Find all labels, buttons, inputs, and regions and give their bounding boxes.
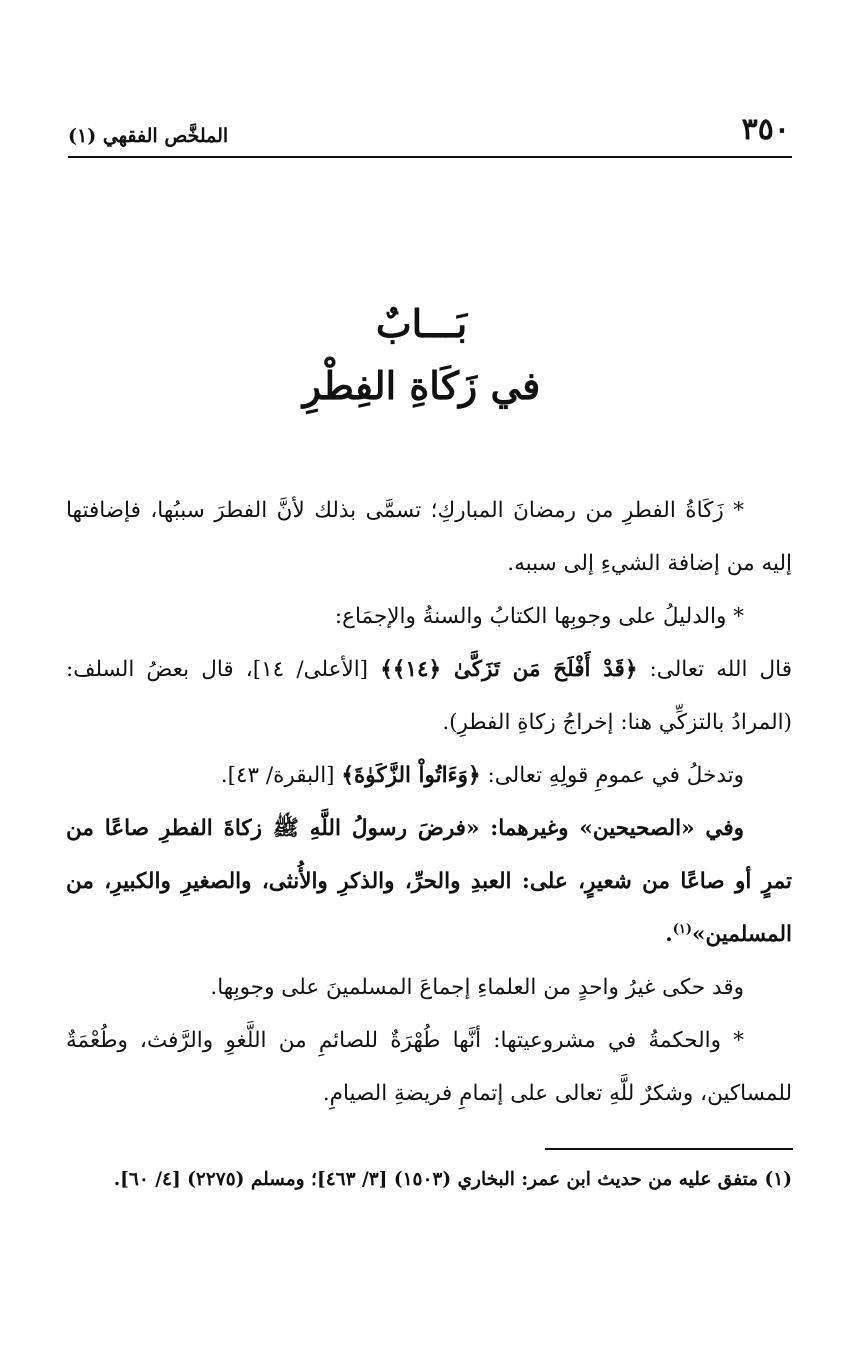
chapter-title: في زَكَاةِ الفِطْرِ <box>302 363 541 408</box>
footnote: (١) متفق عليه من حديث ابن عمر: البخاري (١٥٠٣) [٣/ ٤٦٣]؛ ومسلم (٢٢٧٥) [٤/ ٦٠]. <box>113 1169 792 1190</box>
footnote-divider <box>545 1148 793 1150</box>
body-text <box>66 484 792 1120</box>
citation-intro: قال الله تعالى: <box>637 657 792 682</box>
paragraph-evidence-intro: * والدليلُ على وجوبِها الكتابُ والسنةُ والإجمَاع: <box>334 604 744 629</box>
paragraph-quran-citation <box>66 643 792 749</box>
hadith-end: . <box>665 922 673 947</box>
page-header <box>68 112 792 158</box>
footnote-marker[interactable]: (١) <box>672 921 693 937</box>
paragraph-wisdom: * والحكمةُ في مشروعيتها: أنَّها طُهْرَةٌ للصائمِ من اللَّغوِ والرَّفث، وطُعْمَةٌ للمساكين، وشكرٌ للَّهِ تعالى على إتمامِ فريضةِ الصيامِ. <box>66 1028 792 1106</box>
paragraph-definition: * زَكَاةُ الفطرِ من رمضانَ المباركِ؛ تسمَّى بذلك لأنَّ الفطرَ سببُها، فإضافتها إليه من إضافة الشيءِ إلى سببه. <box>66 498 792 576</box>
verse-intro: وتدخلُ في عمومِ قولِهِ تعالى: <box>480 763 744 788</box>
quran-verse-baqara: ﴿وَءَاتُواْ الزَّكَوٰةَ﴾ <box>341 763 481 788</box>
page-number: ٣٥٠ <box>741 112 790 147</box>
quran-verse-alaa: ﴿قَدْ أَفْلَحَ مَن تَزَكَّىٰ ﴿١٤﴾﴾ <box>380 657 638 682</box>
chapter-label: بَـــابٌ <box>375 301 468 346</box>
paragraph-general-verse <box>66 749 792 802</box>
hadith-text: وفي «الصحيحين» وغيرهما: «فرضَ رسولُ اللَّهِ ﷺ زكاةَ الفطرِ صاعًا من تمرٍ أو صاعًا من شعيرٍ، على: العبدِ والحرِّ، والذكرِ والأُنثى، والصغيرِ والكبيرِ، من المسلمين» <box>66 816 792 947</box>
running-title: الملخَّص الفقهي (١) <box>68 125 229 147</box>
paragraph-hadith <box>66 802 792 961</box>
citation-rest: [الأعلى/ ١٤]، قال بعضُ السلف: (المرادُ بالتزكِّي هنا: إخراجُ زكاةِ الفطرِ). <box>66 657 792 735</box>
paragraph-consensus: وقد حكى غيرُ واحدٍ من العلماءِ إجماعَ المسلمينَ على وجوبِها. <box>210 975 744 1000</box>
verse-rest: [البقرة/ ٤٣]. <box>220 763 342 788</box>
